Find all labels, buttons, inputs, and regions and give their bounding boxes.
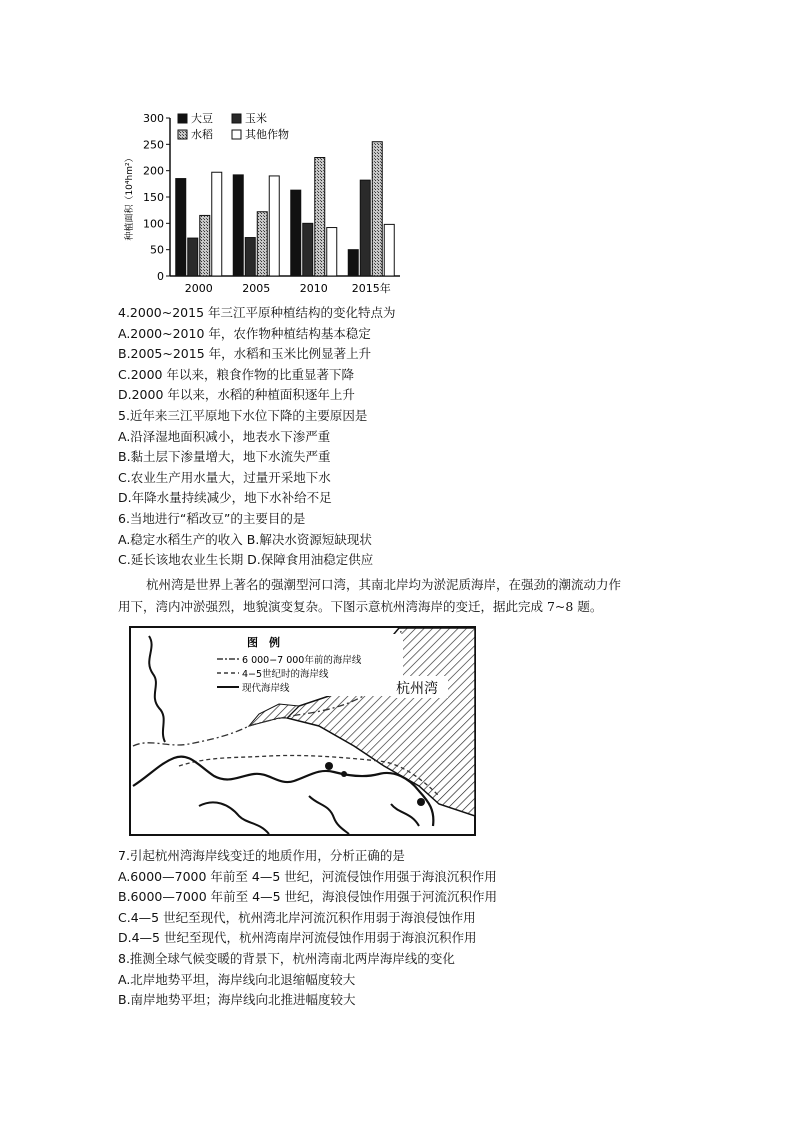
questions-7-8 [118, 846, 678, 1011]
y-tick-label: 200 [143, 164, 164, 178]
legend-label-ancient: 6 000−7 000年前的海岸线 [242, 655, 362, 666]
question-line: C.2000 年以来，粮食作物的比重显著下降 [118, 366, 354, 382]
question-line: 8.推测全球气候变暖的背景下，杭州湾南北两岸海岸线的变化 [118, 950, 455, 966]
bar-玉米 [303, 223, 313, 276]
bar-大豆 [291, 190, 301, 276]
bar-大豆 [348, 250, 358, 276]
coastline-map-svg [129, 626, 476, 836]
bar-水稻 [315, 158, 325, 277]
intro-line-2 [118, 596, 676, 618]
question-line: D.2000 年以来，水稻的种植面积逐年上升 [118, 387, 355, 403]
bar-玉米 [188, 238, 198, 276]
question-line: 6.当地进行“稻改豆”的主要目的是 [118, 510, 306, 526]
question-line: A.北岸地势平坦，海岸线向北退缩幅度较大 [118, 971, 356, 987]
x-tick-label: 2000 [184, 282, 213, 295]
legend-label: 玉米 [245, 112, 267, 125]
y-tick-label: 0 [157, 270, 164, 283]
bar-大豆 [233, 175, 243, 276]
question-line: B.南岸地势平坦；海岸线向北推进幅度较大 [118, 992, 356, 1008]
question-line: A.2000~2010 年，农作物种植结构基本稳定 [118, 325, 371, 341]
intro-text-1: 杭州湾是世界上著名的强潮型河口湾，其南北岸均为淤泥质海岸，在强劲的潮流动力作 [146, 577, 622, 592]
y-tick-label: 150 [143, 191, 164, 204]
question-line: B.6000—7000 年前至 4—5 世纪，海浪侵蚀作用强于河流沉积作用 [118, 889, 497, 905]
question-line: D.4—5 世纪至现代，杭州湾南岸河流侵蚀作用弱于海浪沉积作用 [118, 930, 477, 946]
legend-label-modern: 现代海岸线 [242, 683, 290, 694]
bar-其他作物 [327, 228, 337, 276]
hangzhou-bay-map [129, 626, 476, 836]
question-line: A.沿泽湿地面积减小，地表水下渗严重 [118, 428, 331, 444]
y-tick-label: 250 [143, 138, 164, 152]
bar-水稻 [200, 215, 210, 276]
legend-label-medieval: 4−5世纪时的海岸线 [242, 669, 329, 680]
legend-title: 图 例 [247, 636, 280, 649]
bar-chart-svg [120, 108, 412, 298]
question-line: A.6000—7000 年前至 4—5 世纪，河流侵蚀作用强于海浪沉积作用 [118, 868, 497, 884]
bar-玉米 [360, 180, 370, 276]
question-line: 4.2000~2015 年三江平原种植结构的变化特点为 [118, 305, 396, 320]
legend-label: 水稻 [191, 128, 213, 141]
x-tick-label: 2005 [242, 282, 271, 295]
question-line: 5.近年来三江平原地下水位下降的主要原因是 [118, 407, 368, 423]
bar-其他作物 [384, 224, 394, 276]
island-2 [341, 771, 347, 777]
bar-水稻 [372, 142, 382, 276]
island-1 [325, 762, 333, 770]
legend-label: 其他作物 [245, 128, 289, 141]
questions-4-6 [118, 303, 678, 571]
island-3 [417, 798, 425, 806]
legend-label: 大豆 [191, 112, 213, 125]
legend-swatch [178, 114, 187, 123]
y-tick-label: 300 [143, 112, 164, 125]
question-line: B.黏土层下渗量增大，地下水流失严重 [118, 449, 331, 465]
intro-paragraph [118, 574, 676, 618]
bay-label: 杭州湾 [396, 681, 438, 697]
y-axis-label: 种植面积（10⁴hm²） [125, 153, 135, 241]
question-line: 7.引起杭州湾海岸线变迁的地质作用，分析正确的是 [118, 848, 405, 863]
bar-玉米 [245, 238, 255, 276]
question-line: A.稳定水稻生产的收入 B.解决水资源短缺现状 [118, 531, 372, 547]
question-line: C.延长该地农业生长期 D.保障食用油稳定供应 [118, 552, 374, 568]
y-tick-label: 100 [143, 217, 164, 231]
bar-其他作物 [269, 176, 279, 276]
question-line: B.2005~2015 年，水稻和玉米比例显著上升 [118, 346, 372, 362]
bar-大豆 [176, 179, 186, 276]
question-line: C.农业生产用水量大，过量开采地下水 [118, 469, 331, 485]
legend-swatch [178, 130, 187, 139]
question-line: C.4—5 世纪至现代，杭州湾北岸河流沉积作用弱于海浪侵蚀作用 [118, 909, 476, 925]
x-tick-label: 2010 [299, 282, 328, 295]
x-tick-label: 2015年 [351, 282, 391, 295]
crop-area-chart [120, 108, 412, 298]
intro-line-1 [118, 574, 676, 596]
intro-text-2: 用下，湾内冲淤强烈，地貌演变复杂。下图示意杭州湾海岸的变迁，据此完成 7~8 题。 [118, 599, 603, 614]
bar-其他作物 [212, 172, 222, 276]
y-tick-label: 50 [150, 243, 164, 257]
legend-swatch [232, 114, 241, 123]
question-line: D.年降水量持续减少，地下水补给不足 [118, 490, 332, 506]
legend-swatch [232, 130, 241, 139]
bar-水稻 [257, 212, 267, 276]
